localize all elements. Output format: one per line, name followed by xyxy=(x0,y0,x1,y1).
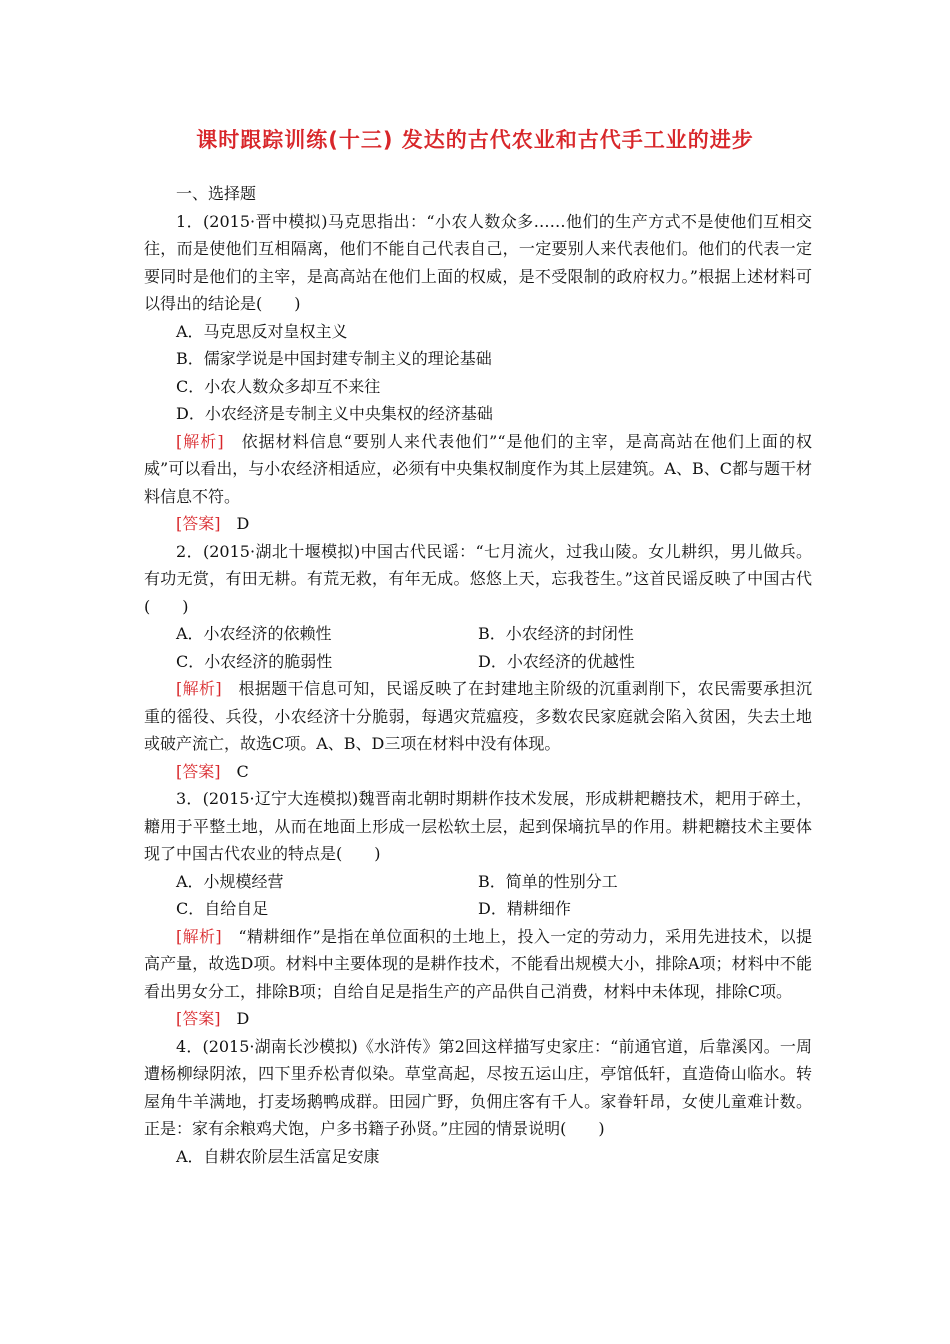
question-1-stem: 1．(2015·晋中模拟)马克思指出：“小农人数众多……他们的生产方式不是使他们互相交往，而是使他们互相隔离，他们不能自己代表自己，一定要别人来代表他们。他们的代表一定要同时是他们的主宰，是高高站在他们上面的权威，是不受限制的政府权力。”根据上述材料可以得出的结论是( ) xyxy=(144,211,812,313)
question-1-option-d: D．小农经济是专制主义中央集权的经济基础 xyxy=(176,404,493,423)
question-3-answer xyxy=(144,1005,812,1033)
question-2-options-row-2 xyxy=(144,648,812,676)
analysis-label: [解析] xyxy=(176,926,222,946)
question-1-option-b: B．儒家学说是中国封建专制主义的理论基础 xyxy=(176,349,492,368)
answer-label: [答案] xyxy=(176,1009,221,1028)
question-2-stem: 2．(2015·湖北十堰模拟)中国古代民谣：“七月流火，过我山陵。女儿耕织，男儿做兵。有功无赏，有田无耕。有荒无救，有年无成。悠悠上天，忘我苍生。”这首民谣反映了中国古代( ) xyxy=(144,541,812,616)
answer-value: D xyxy=(236,514,250,533)
answer-label: [答案] xyxy=(176,514,221,533)
question-1-option-c: C．小农人数众多却互不来往 xyxy=(176,376,381,396)
question-3-option-b: B．简单的性别分工 xyxy=(478,871,618,891)
analysis-text: “精耕细作”是指在单位面积的土地上，投入一定的劳动力，采用先进技术，以提高产量，故选D项。材料中主要体现的是耕作技术，不能看出规模大小，排除A项；材料中不能看出男女分工，排除B项；自给自足是指生产的产品供自己消费，材料中未体现，排除C项。 xyxy=(144,926,812,1001)
analysis-text: 根据题干信息可知，民谣反映了在封建地主阶级的沉重剥削下，农民需要承担沉重的徭役、兵役，小农经济十分脆弱，每遇灾荒瘟疫，多数农民家庭就会陷入贫困，失去土地或破产流亡，故选C项。A、B、D三项在材料中没有体现。 xyxy=(144,679,812,753)
question-3-options-row-2 xyxy=(144,895,812,923)
section-heading: 一、选择题 xyxy=(176,184,257,203)
question-4-stem: 4．(2015·湖南长沙模拟)《水浒传》第2回这样描写史家庄：“前通官道，后靠溪冈。一周遭杨柳绿阴浓，四下里乔松青似染。草堂高起，尽按五运山庄，亭馆低轩，直造倚山临水。转屋角牛羊满地，打麦场鹅鸭成群。田园广野，负佣庄客有千人。家眷轩昂，女使儿童难计数。正是：家有余粮鸡犬饱，户多书籍子孙贤。”庄园的情景说明( ) xyxy=(144,1036,812,1138)
question-2-option-b: B．小农经济的封闭性 xyxy=(478,624,634,643)
question-1-answer xyxy=(144,510,812,538)
question-2-option-c: C．小农经济的脆弱性 xyxy=(176,651,333,671)
question-2-answer xyxy=(144,758,812,786)
question-2-option-d: D．小农经济的优越性 xyxy=(478,651,635,671)
page-title: 课时跟踪训练(十三) 发达的古代农业和古代手工业的进步 xyxy=(196,128,754,152)
question-3-option-d: D．精耕细作 xyxy=(478,899,571,918)
question-3-option-a: A．小规模经营 xyxy=(176,871,284,891)
question-3-options-row-1 xyxy=(144,868,812,896)
question-1-option-a: A．马克思反对皇权主义 xyxy=(176,321,348,341)
analysis-text: 依据材料信息“要别人来代表他们”“是他们的主宰，是高高站在他们上面的权威”可以看出，与小农经济相适应，必须有中央集权制度作为其上层建筑。A、B、C都与题干材料信息不符。 xyxy=(144,431,812,506)
document-body xyxy=(144,180,812,1170)
answer-label: [答案] xyxy=(176,761,221,781)
question-2-options-row-1 xyxy=(144,620,812,648)
question-3-option-c: C．自给自足 xyxy=(176,899,269,918)
question-3-stem: 3．(2015·辽宁大连模拟)魏晋南北朝时期耕作技术发展，形成耕耙耱技术，耙用于碎土，耱用于平整土地，从而在地面上形成一层松软土层，起到保墒抗旱的作用。耕耙耱技术主要体现了中国古代农业的特点是( ) xyxy=(144,789,812,863)
question-2-analysis xyxy=(144,675,812,758)
answer-value: C xyxy=(236,761,249,781)
analysis-label: [解析] xyxy=(176,431,224,451)
question-2-option-a: A．小农经济的依赖性 xyxy=(176,624,332,643)
analysis-label: [解析] xyxy=(176,679,222,698)
question-3-analysis xyxy=(144,923,812,1006)
question-1-analysis xyxy=(144,428,812,511)
answer-value: D xyxy=(236,1009,250,1028)
question-4-option-a: A．自耕农阶层生活富足安康 xyxy=(176,1146,380,1166)
